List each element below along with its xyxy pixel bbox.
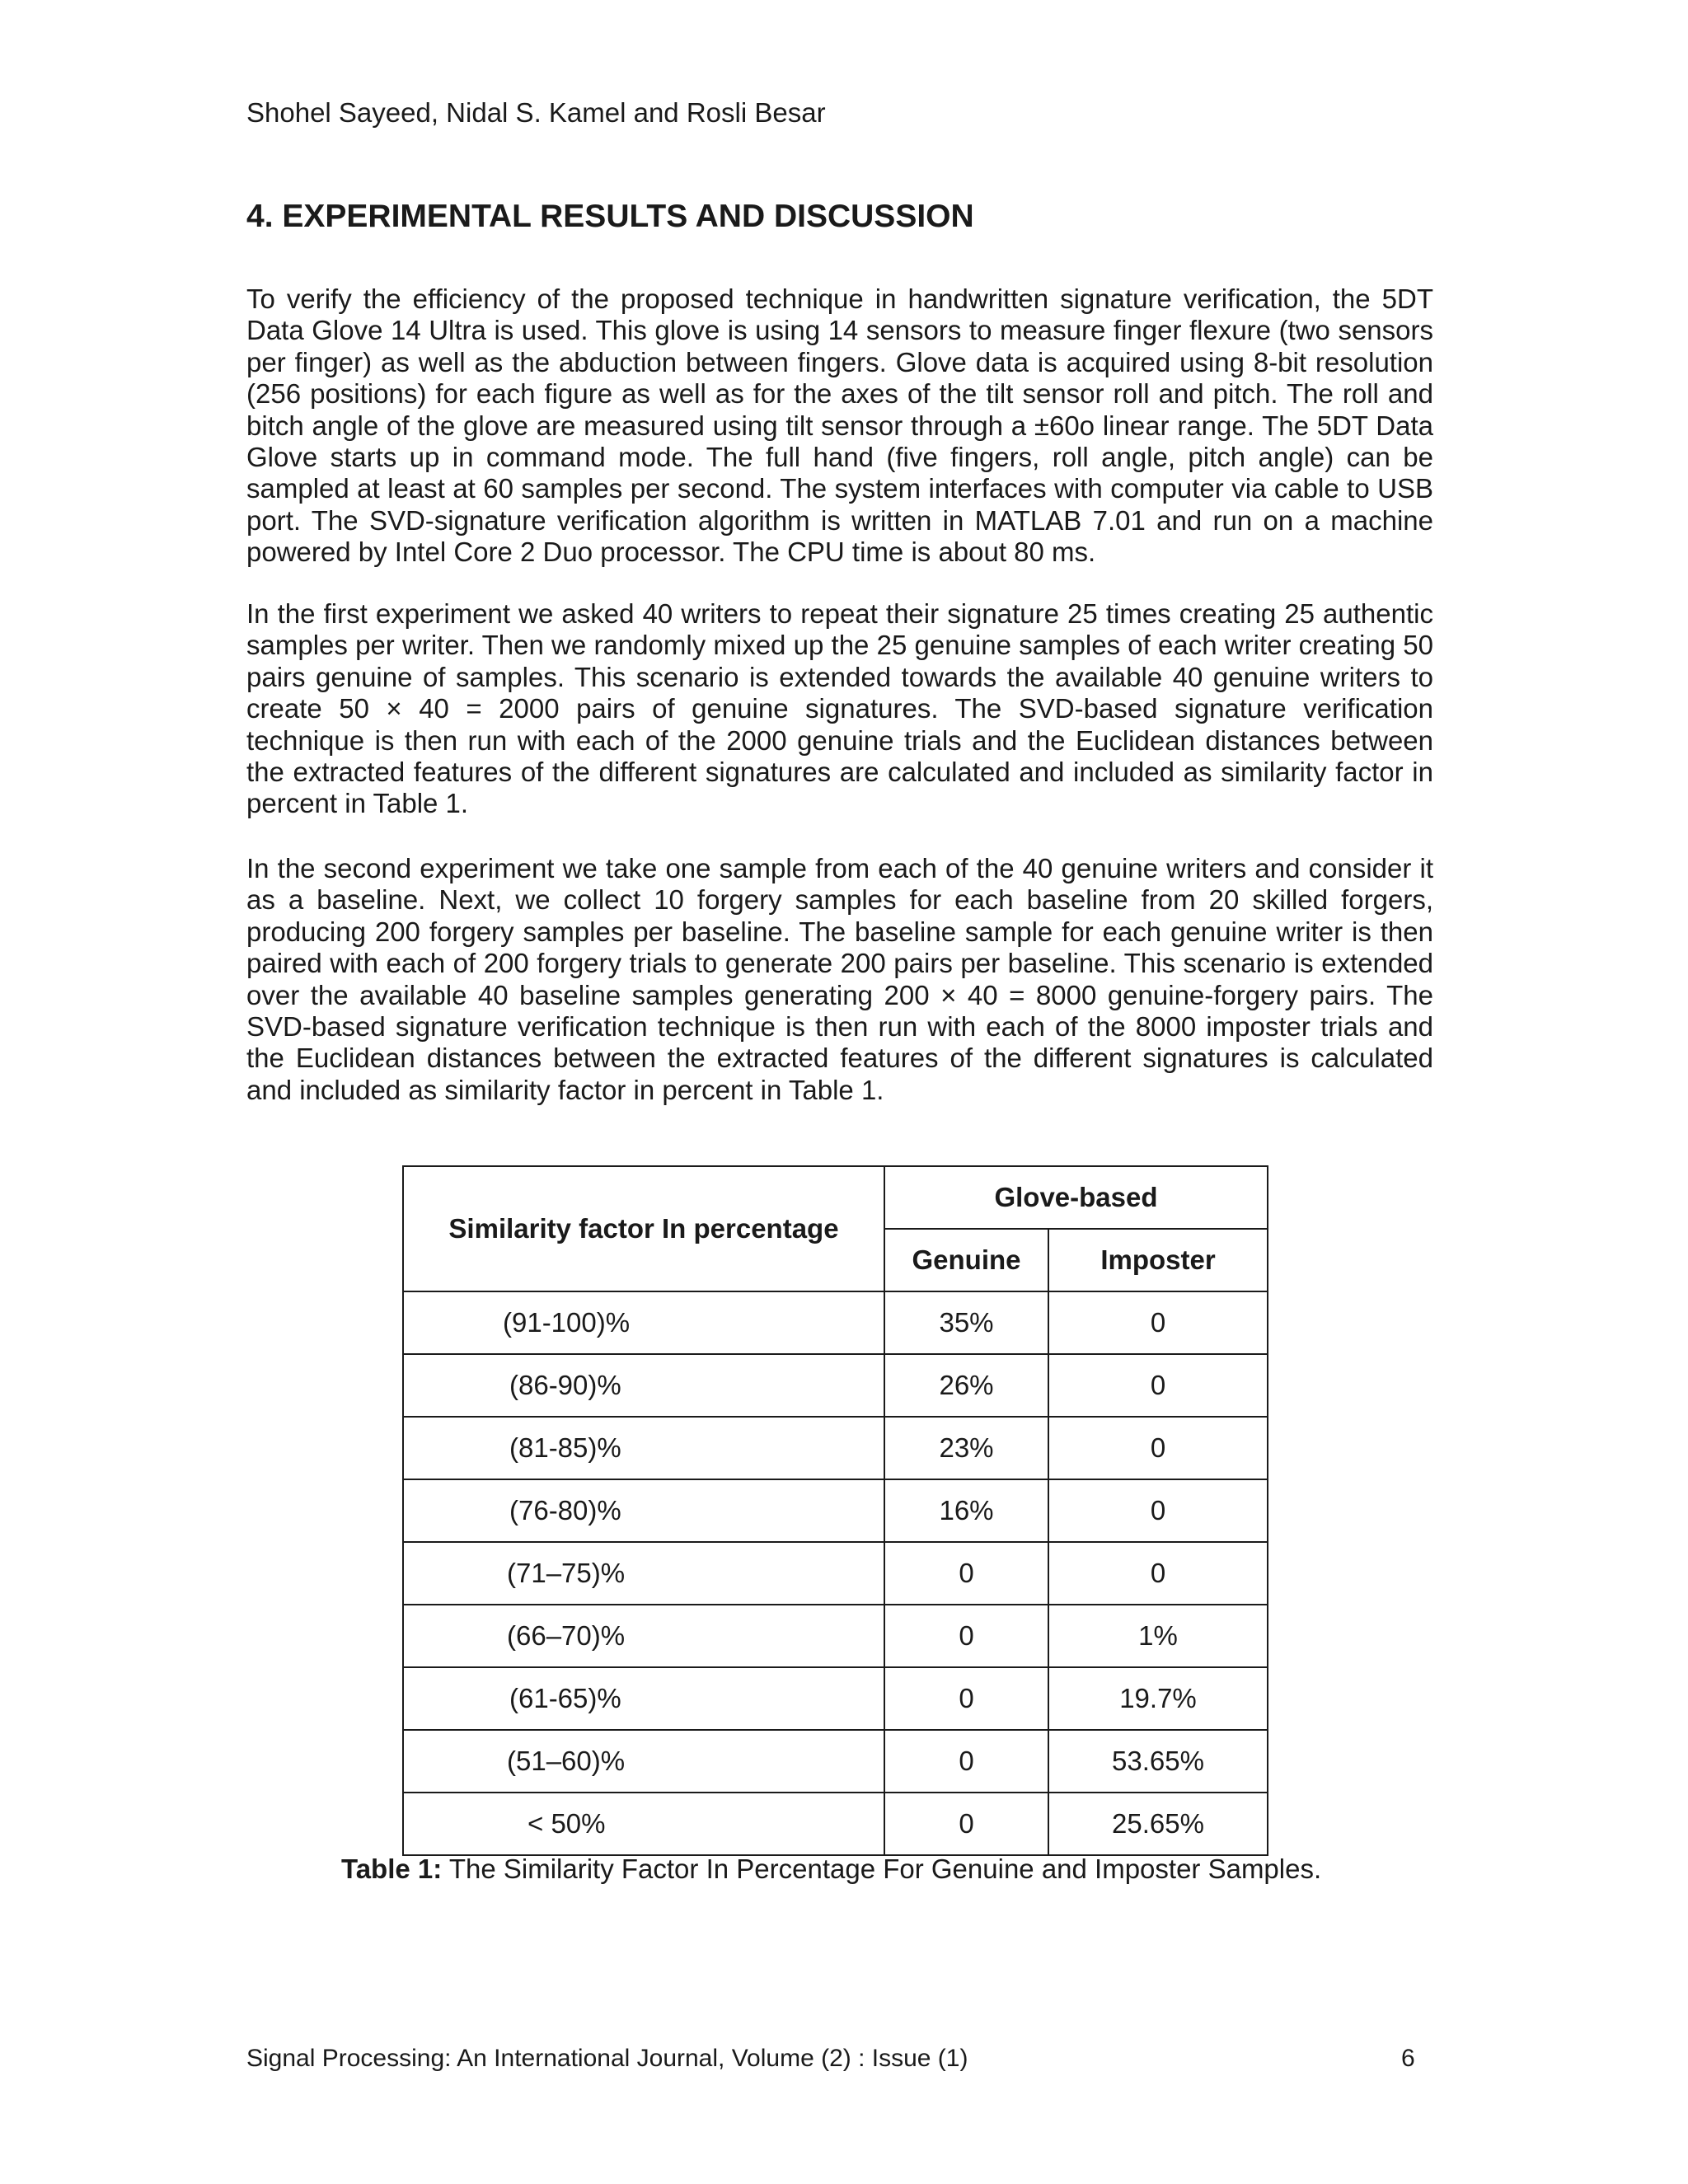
similarity-table (402, 1165, 1268, 1856)
cell-genuine: 16% (884, 1479, 1048, 1542)
cell-similarity-range (403, 1479, 884, 1542)
cell-similarity-range (403, 1417, 884, 1479)
footer-journal: Signal Processing: An International Journal, Volume (2) : Issue (1) (246, 2045, 968, 2072)
table-row (403, 1354, 1268, 1417)
paragraph-second-experiment: In the second experiment we take one sample from each of the 40 genuine writers and consider it as a baseline. Next, we collect 10 forgery samples for each baseline from 20 skilled forgers, producing 200 forgery samples per baseline. The baseline sample for each genuine writer is then paired with each of 200 forgery trials to generate 200 pairs per baseline. This scenario is extended over the available 40 baseline samples generating 200 × 40 = 8000 genuine-forgery pairs. The SVD-based signature verification technique is then run with each of the 8000 imposter trials and the Euclidean distances between the extracted features of the different signatures is calculated and included as similarity factor in percent in Table 1. (246, 853, 1433, 1105)
cell-genuine: 0 (884, 1730, 1048, 1793)
similarity-range-text: (86-90)% (509, 1370, 621, 1400)
cell-imposter: 53.65% (1048, 1730, 1268, 1793)
header-glove-based: Glove-based (884, 1166, 1268, 1229)
cell-genuine: 0 (884, 1605, 1048, 1667)
cell-similarity-range (403, 1667, 884, 1730)
cell-genuine: 0 (884, 1667, 1048, 1730)
similarity-range-text: (76-80)% (509, 1495, 621, 1526)
cell-imposter: 1% (1048, 1605, 1268, 1667)
cell-genuine: 23% (884, 1417, 1048, 1479)
cell-imposter: 25.65% (1048, 1793, 1268, 1855)
similarity-range-text: (61-65)% (509, 1683, 621, 1713)
cell-imposter: 0 (1048, 1479, 1268, 1542)
similarity-range-text: (91-100)% (503, 1307, 631, 1338)
similarity-range-text: (71–75)% (507, 1558, 626, 1588)
footer-page-number: 6 (1401, 2045, 1415, 2072)
table-caption-text: The Similarity Factor In Percentage For Genuine and Imposter Samples. (442, 1854, 1322, 1884)
similarity-table-container (402, 1165, 1268, 1856)
cell-imposter: 0 (1048, 1354, 1268, 1417)
table-row (403, 1667, 1268, 1730)
cell-similarity-range (403, 1605, 884, 1667)
running-header-authors: Shohel Sayeed, Nidal S. Kamel and Rosli Besar (246, 97, 826, 128)
cell-genuine: 0 (884, 1793, 1048, 1855)
table-caption (341, 1853, 1321, 1886)
table-caption-label: Table 1: (341, 1854, 443, 1884)
cell-similarity-range (403, 1291, 884, 1354)
cell-imposter: 19.7% (1048, 1667, 1268, 1730)
header-imposter: Imposter (1048, 1229, 1268, 1291)
table-row (403, 1730, 1268, 1793)
header-genuine: Genuine (884, 1229, 1048, 1291)
table-row (403, 1542, 1268, 1605)
similarity-range-text: < 50% (528, 1808, 606, 1839)
section-heading: 4. EXPERIMENTAL RESULTS AND DISCUSSION (246, 199, 974, 234)
paragraph-setup: To verify the efficiency of the proposed technique in handwritten signature verification, the 5DT Data Glove 14 Ultra is used. This glove is using 14 sensors to measure finger flexure (two sensors per finger) as well as the abduction between fingers. Glove data is acquired using 8-bit resolution (256 positions) for each figure as well as for the axes of the tilt sensor roll and pitch. The roll and bitch angle of the glove are measured using tilt sensor through a ±60o linear range. The 5DT Data Glove starts up in command mode. The full hand (five fingers, roll angle, pitch angle) can be sampled at least at 60 samples per second. The system interfaces with computer via cable to USB port. The SVD-signature verification algorithm is written in MATLAB 7.01 and run on a machine powered by Intel Core 2 Duo processor. The CPU time is about 80 ms. (246, 284, 1433, 568)
cell-imposter: 0 (1048, 1291, 1268, 1354)
similarity-table-body (403, 1291, 1268, 1855)
similarity-range-text: (66–70)% (507, 1620, 626, 1651)
paragraph-first-experiment: In the first experiment we asked 40 writers to repeat their signature 25 times creating 25 authentic samples per writer. Then we randomly mixed up the 25 genuine samples of each writer creating 50 pairs genuine of samples. This scenario is extended towards the available 40 genuine writers to create 50 × 40 = 2000 pairs of genuine signatures. The SVD-based signature verification technique is then run with each of the 2000 genuine trials and the Euclidean distances between the extracted features of the different signatures are calculated and included as similarity factor in percent in Table 1. (246, 598, 1433, 819)
table-row (403, 1793, 1268, 1855)
cell-genuine: 35% (884, 1291, 1048, 1354)
similarity-range-text: (51–60)% (507, 1746, 626, 1776)
table-row (403, 1479, 1268, 1542)
table-row (403, 1417, 1268, 1479)
similarity-range-text: (81-85)% (509, 1432, 621, 1463)
table-row (403, 1605, 1268, 1667)
cell-similarity-range (403, 1730, 884, 1793)
cell-imposter: 0 (1048, 1417, 1268, 1479)
table-row (403, 1291, 1268, 1354)
cell-genuine: 26% (884, 1354, 1048, 1417)
cell-imposter: 0 (1048, 1542, 1268, 1605)
header-similarity-factor: Similarity factor In percentage (403, 1166, 884, 1291)
cell-similarity-range (403, 1354, 884, 1417)
cell-similarity-range (403, 1542, 884, 1605)
cell-similarity-range (403, 1793, 884, 1855)
cell-genuine: 0 (884, 1542, 1048, 1605)
